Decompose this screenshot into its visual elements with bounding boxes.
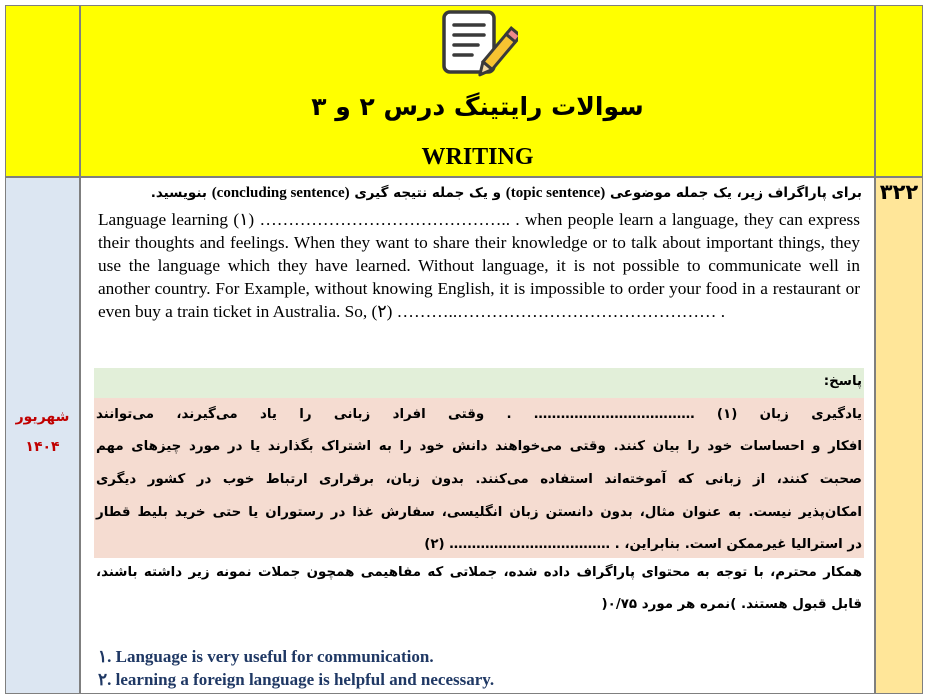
answer-label: پاسخ:: [823, 374, 862, 389]
exam-month: شهریور: [15, 409, 70, 425]
notepad-pencil-icon: [438, 8, 518, 84]
sample-answer-1: ۱. Language is very useful for communication.: [98, 647, 434, 666]
question-instruction: [96, 185, 862, 202]
answer-line: در استرالیا غیرممکن است. بنابراین، . ……………………………… (۲): [424, 537, 862, 552]
answer-line: صحبت کنند، از زبانی که آموخته‌اند استفاده می‌کنند. بدون زبان، برقراری ارتباط خوب در کشور دیگری: [96, 472, 862, 487]
sample-answer-2: ۲. learning a foreign language is helpful and necessary.: [98, 670, 495, 689]
question-number: ۳۲۲: [879, 180, 919, 204]
page-title-persian: سوالات رایتینگ درس ۲ و ۳: [311, 92, 644, 121]
header-right-cell: [875, 5, 923, 177]
instruction-topic-sentence: (topic sentence): [505, 185, 606, 201]
question-number-cell: [875, 177, 923, 694]
exam-year: ۱۴۰۴: [25, 439, 60, 455]
instruction-text-3: بنویسید.: [150, 185, 207, 201]
grading-note-line: قابل قبول هستند. )نمره هر مورد ۰/۷۵(: [601, 597, 862, 612]
question-paragraph: Language learning (۱) …………………………………….. . when people learn a language, they can express their thoughts and feelings. When they want to share their knowledge or to talk about important things, they use the language which they have learned. Without language, it is not possible to communicate well in another country. For Example, without knowing English, it is impossible to order your food in a restaurant or even buy a train ticket in Australia. So, (۲) ………..……………………………………… .: [98, 210, 860, 321]
answer-line: افکار و احساسات خود را بیان کنند. وقتی می‌خواهند دانش خود را به اشتراک بگذارند یا در مورد چیزهای مهم: [96, 439, 862, 454]
exam-date: [5, 402, 80, 462]
grading-note-line: همکار محترم، با توجه به محتوای پاراگراف داده شده، جملاتی که مفاهیمی همچون جملات نمونه زیر داشته باشند،: [96, 565, 862, 580]
page-title-english: WRITING: [421, 144, 534, 170]
instruction-text-1: برای پاراگراف زیر، یک جمله موضوعی: [609, 185, 862, 201]
instruction-concluding-sentence: (concluding sentence): [211, 185, 350, 201]
instruction-text-2: و یک جمله نتیجه گیری: [354, 185, 502, 201]
answer-line: یادگیری زبان (۱) ……………………………… . وقتی افراد زبانی را یاد می‌گیرند، می‌توانند: [96, 407, 862, 422]
answer-line: امکان‌پذیر نیست. به عنوان مثال، بدون دانستن زبان انگلیسی، سفارش غذا در رستوران یا حتی خرید بلیط قطار: [96, 505, 862, 520]
header-left-cell: [5, 5, 80, 177]
